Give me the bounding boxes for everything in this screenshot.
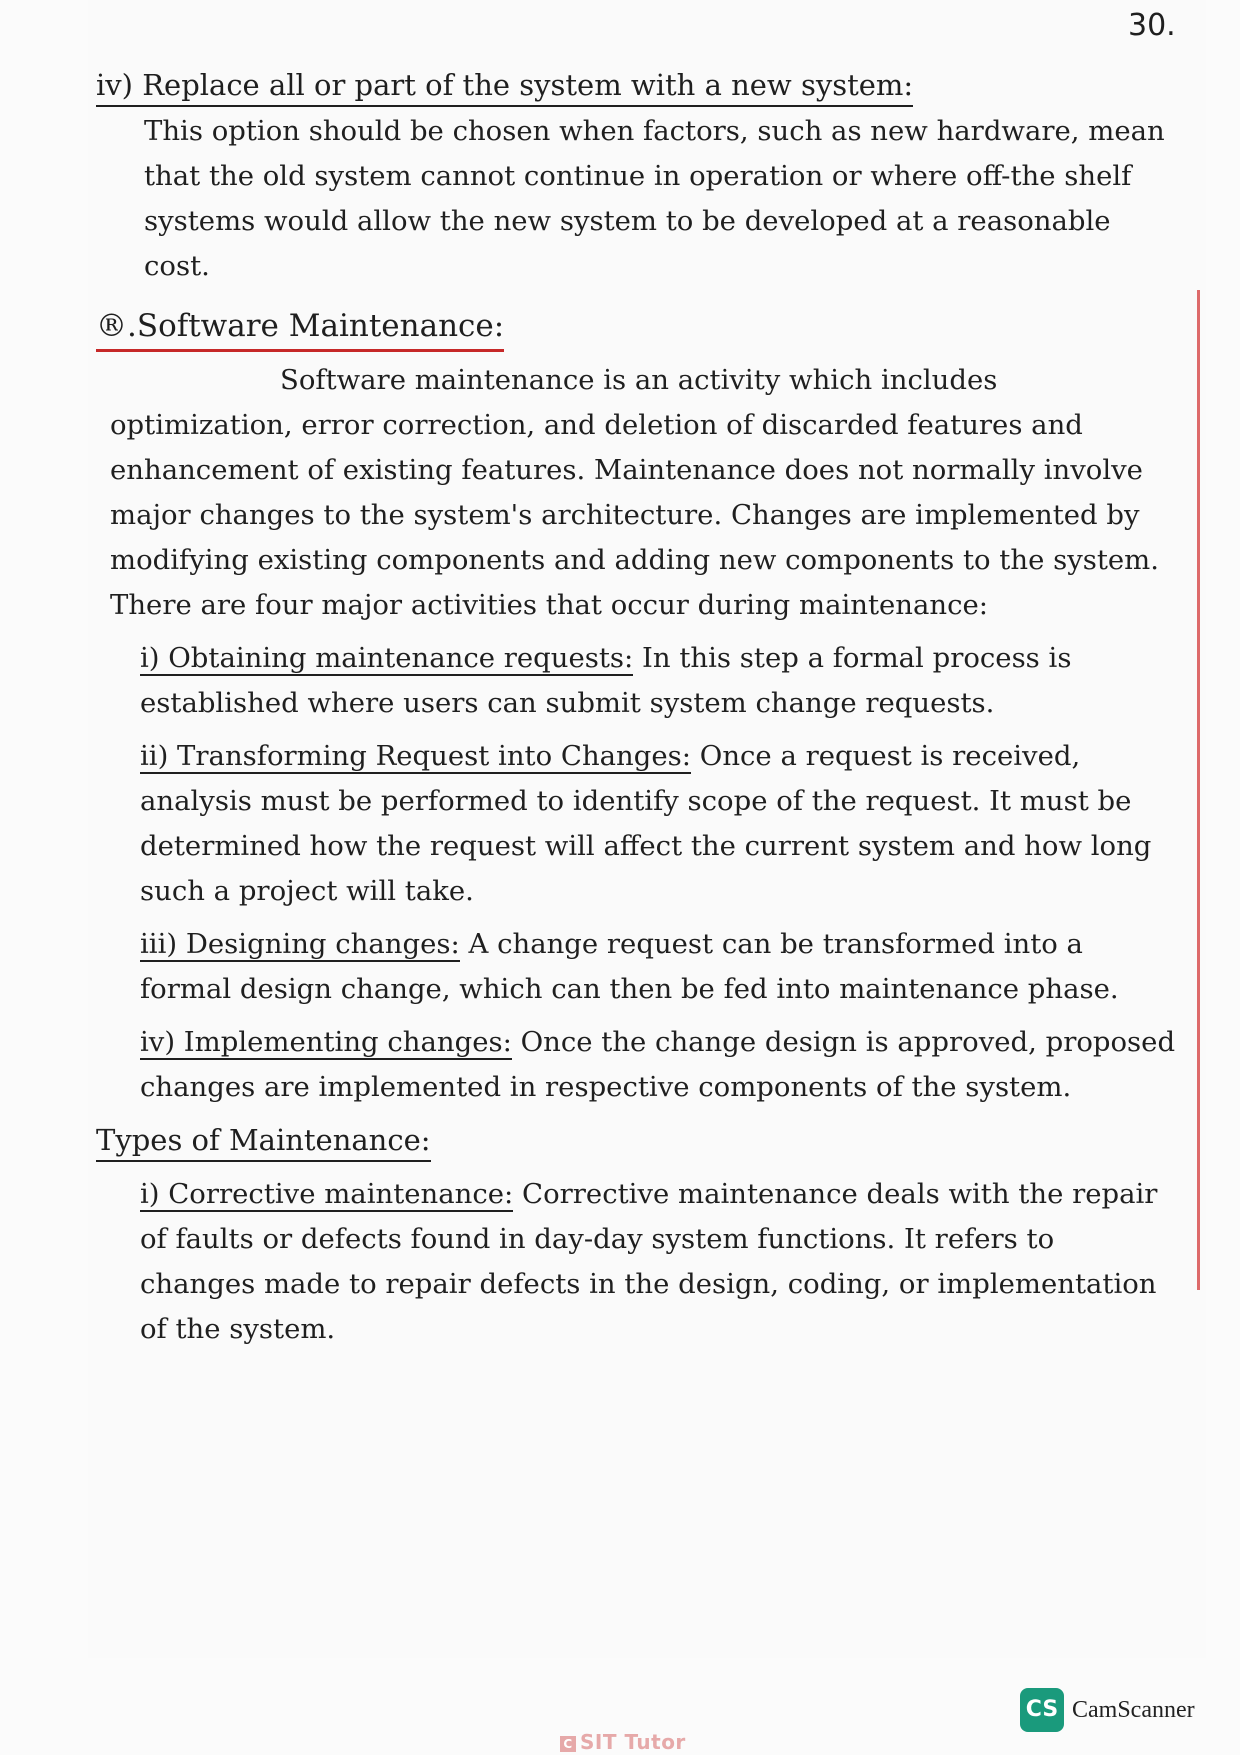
- software-maintenance-intro: Software maintenance is an activity which includes optimization, error correction, and deletion of discarded features and enhancement of existing features. Maintenance does not normally involve major changes to the system's architecture. Changes are implemented by modifying existing components and adding new components to the system. There are four major activities that occur during maintenance:: [110, 364, 1159, 621]
- activity-text: In this step a formal process is established where users can submit system change requests.: [140, 642, 1072, 719]
- page-number: 30.: [1128, 8, 1176, 43]
- activity-text: A change request can be transformed into a formal design change, which can then be fed into maintenance phase.: [140, 928, 1119, 1005]
- maintenance-type-text: Corrective maintenance deals with the repair of faults or defects found in day-day system functions. It refers to changes made to repair defects in the design, coding, or implementation of the system.: [140, 1178, 1158, 1345]
- activity-text: Once a request is received, analysis must be performed to identify scope of the request. It must be determined how the request will affect the current system and how long such a project will take.: [140, 740, 1152, 907]
- activity-text: Once the change design is approved, proposed changes are implemented in respective components of the system.: [140, 1026, 1176, 1103]
- csit-logo-icon: C: [560, 1736, 576, 1752]
- activity-heading: ii) Transforming Request into Changes:: [140, 740, 692, 772]
- camscanner-badge: [1020, 1688, 1195, 1732]
- csit-tutor-watermark: [560, 1730, 686, 1754]
- activity-heading: i) Obtaining maintenance requests:: [140, 642, 634, 674]
- section-iv-title: iv) Replace all or part of the system with a new system:: [96, 65, 913, 107]
- maintenance-type-heading: i) Corrective maintenance:: [140, 1178, 514, 1210]
- maintenance-type-item: [140, 1172, 1176, 1352]
- camscanner-name: CamScanner: [1072, 1696, 1195, 1723]
- types-of-maintenance-title: Types of Maintenance:: [96, 1120, 431, 1162]
- software-maintenance-heading: ®.Software Maintenance:: [96, 303, 504, 352]
- page-content: [96, 64, 1176, 1352]
- activity-item: [140, 1020, 1176, 1110]
- red-margin-line: [1197, 290, 1200, 1290]
- section-iv-body: This option should be chosen when factors, such as new hardware, mean that the old system cannot continue in operation or where off-the shelf systems would allow the new system to be developed at a reasonable cost.: [144, 115, 1165, 282]
- camscanner-logo-icon: CS: [1020, 1688, 1064, 1732]
- activity-heading: iii) Designing changes:: [140, 928, 460, 960]
- activity-item: [140, 922, 1176, 1012]
- activity-item: [140, 734, 1176, 914]
- watermark-text: SIT Tutor: [580, 1730, 686, 1754]
- activity-item: [140, 636, 1176, 726]
- activity-heading: iv) Implementing changes:: [140, 1026, 512, 1058]
